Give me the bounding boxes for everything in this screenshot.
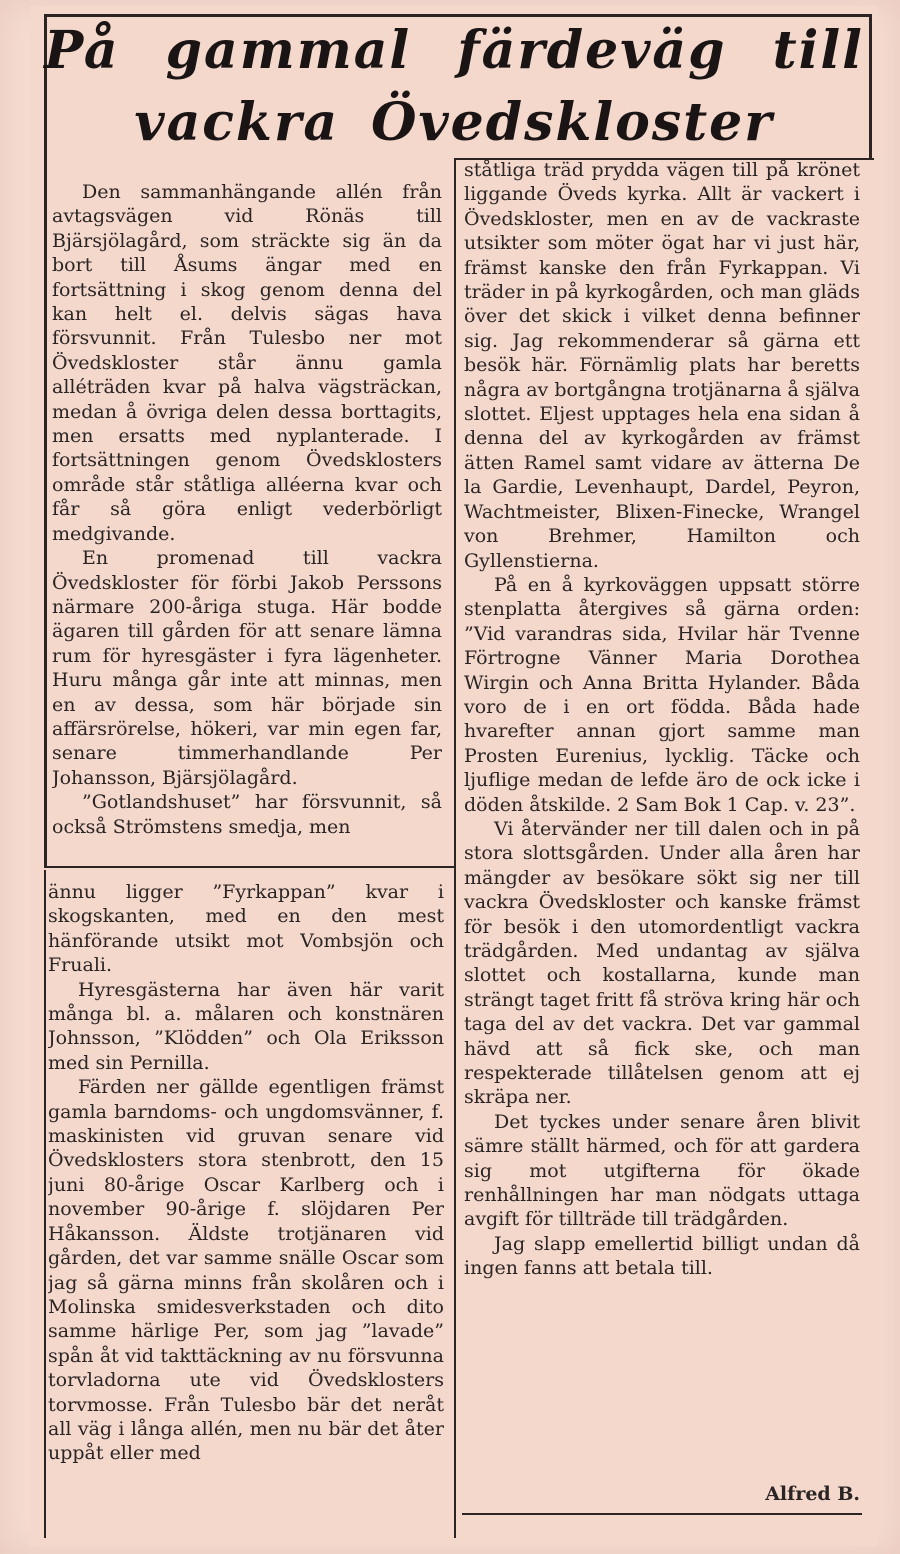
paragraph: ännu ligger ”Fyrkappan” kvar i skogskanten, med en den mest hänförande utsikt mot Vombsjön och Fruali. — [48, 881, 444, 977]
author-signature: Alfred B. — [765, 1483, 860, 1505]
headline-line-2: vackra Övedskloster — [134, 92, 774, 153]
paragraph: På en å kyrkoväggen uppsatt större stenplatta återgives så gärna orden: ”Vid varandras sida, Hvilar här Tvenne Förtrogne Vänner Maria Dorothea Wirgin och Anna Britta Hylander. Båda voro de i en ort födda. Båda hade hvarefter annan gjort samme man Prosten Eurenius, lycklig. Täcke och ljuflige medan de lefde äro de ock icke i döden åtskilde. 2 Sam Bok 1 Cap. v. 23”. — [464, 573, 860, 816]
paragraph: Den sammanhängande allén från avtagsvägen vid Rönäs till Bjärsjölagård, som sträckte sig än da bort till Åsums ängar med en fortsättning i skog genom denna del kan helt el. delvis sägas hava försvunnit. Från Tulesbo ner mot Övedskloster står ännu gamla alléträden kvar på halva vägsträckan, medan å övriga delen dessa borttagits, men ersatts med nyplanterade. I fortsättningen genom Övedsklosters område står ståtliga alléerna kvar och får så göra enligt vederbörligt medgivande. — [52, 181, 442, 545]
paragraph: Vi återvänder ner till dalen och in på stora slottsgården. Under alla åren har mängder av besökare sökt sig ner till vackra Övedskloster och kanske främst för besök i den utomordentligt vackra trädgården. Med undantag av själva slottet och kostallarna, kunde man strängt taget fritt få ströva kring här och taga del av det vackra. Det var gammal hävd att så fick ske, och man respekterade tillåtelsen genom att ej skräpa ner. — [464, 817, 860, 1109]
paragraph: ”Gotlandshuset” har försvunnit, så också Strömstens smedja, men — [52, 791, 442, 838]
headline-line-1: På gammal färdeväg till — [44, 20, 864, 81]
column-divider — [454, 158, 456, 1538]
paragraph: En promenad till vackra Övedskloster för förbi Jakob Perssons närmare 200-åriga stuga. Här bodde ägaren till gården för att senare lämna rum för hyresgäster i fyra lägenheter. Huru många går inte att minnas, men en av dessa, som här började sin affärsrörelse, hökeri, var min egen far, senare timmerhandlande Per Johansson, Bjärsjölagård. — [52, 547, 442, 789]
paragraph: Färden ner gällde egentligen främst gamla barndoms- och ungdomsvänner, f. maskinisten vid gruvan senare vid Övedsklosters stora stenbrott, den 15 juni 80-årige Oscar Karlberg och i november 90-årige f. slöjdaren Per Håkansson. Äldste trotjänaren vid gården, det var samme snälle Oscar som jag så gärna minns från skolåren och i Molinska smidesverkstaden och dito samme härlige Per, som jag ”lavade” spån åt vid takttäckning av nu försvunna torvladorna ute vid Övedsklosters torvmosse. Från Tulesbo bär det neråt all väg i långa allén, men nu bär det åter uppåt eller med — [48, 1076, 444, 1465]
article-column-3 — [464, 158, 860, 1498]
paragraph: Hyresgästerna har även här varit många bl. a. målaren och konstnären Johnsson, ”Klödden” och Ola Eriksson med sin Pernilla. — [48, 978, 444, 1074]
paragraph: Det tyckes under senare åren blivit sämre ställt härmed, och för att gardera sig mot utgifterna för ökade renhållningen har man nödgats uttaga avgift för tillträde till trädgården. — [464, 1110, 860, 1231]
paragraph: Jag slapp emellertid billigt undan då ingen fanns att betala till. — [464, 1232, 860, 1280]
headline — [44, 10, 864, 160]
bottom-rule — [462, 1513, 862, 1515]
article-column-2 — [48, 880, 444, 1540]
paragraph: ståtliga träd prydda vägen till på krönet liggande Öveds kyrka. Allt är vackert i Övedskloster, men en av de vackraste utsikter som möter ögat har vi just här, främst kanske den från Fyrkappan. Vi träder in på kyrkogården, och man gläds över det skick i vilket denna befinner sig. Jag rekommenderar så gärna ett besök här. Förnämlig plats har beretts några av bortgångna trotjänarna å själva slottet. Eljest upptages hela ena sidan å denna del av kyrkogården av främst ätten Ramel samt vidare av ätterna De la Gardie, Levenhaupt, Dardel, Peyron, Wachtmeister, Blixen-Finecke, Wrangel von Brehmer, Hamilton och Gyllenstierna. — [464, 159, 860, 572]
col1-bottom-rule — [44, 866, 456, 868]
article-column-1 — [52, 180, 442, 860]
headline-right-rule — [869, 14, 872, 160]
col2-left-rule — [44, 870, 46, 1538]
